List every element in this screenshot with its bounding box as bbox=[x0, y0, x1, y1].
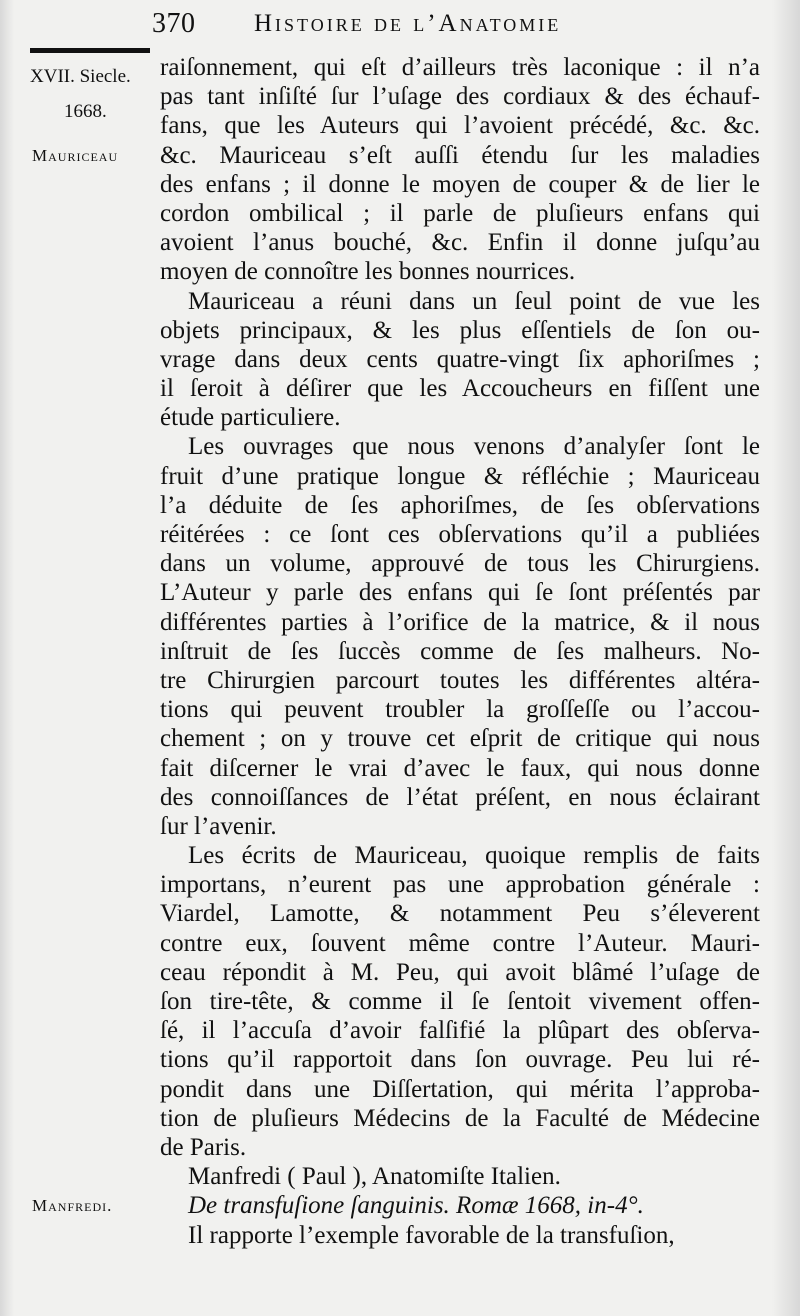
text-line: des enfans ; il donne le moyen de couper & de lier le bbox=[160, 170, 760, 198]
page-edge-shadow bbox=[772, 0, 800, 1316]
text-line: ſur l’avenir. bbox=[160, 812, 277, 840]
text-line: L’Auteur y parle des enfans qui ſe ſont préſentés par bbox=[160, 579, 760, 607]
text-line: Mauriceau a réuni dans un ſeul point de vue les bbox=[188, 287, 760, 315]
margin-note-mauriceau: Mauriceau bbox=[32, 146, 119, 165]
paragraph bbox=[160, 287, 760, 433]
text-line: fans, que les Auteurs qui l’avoient précédé, &c. &c. bbox=[160, 112, 760, 140]
text-line: vrage dans deux cents quatre-vingt ſix aphoriſmes ; bbox=[160, 345, 760, 373]
margin-note-manfredi: Manfredi. bbox=[32, 1196, 113, 1215]
text-line: il ſeroit à déſirer que les Accoucheurs en fiſſent une bbox=[160, 375, 760, 403]
text-line: moyen de connoître les bonnes nourrices. bbox=[160, 258, 576, 286]
text-line: ſon tire-tête, & comme il ſe ſentoit vivement offen- bbox=[160, 988, 760, 1015]
text-line: chement ; on y trouve cet eſprit de critique qui nous bbox=[160, 725, 760, 753]
paragraph bbox=[160, 841, 760, 1162]
text-line: étude particuliere. bbox=[160, 404, 341, 432]
text-line: contre eux, ſouvent même contre l’Auteur. Mauri- bbox=[160, 929, 760, 957]
text-line: des connoiſſances de l’état préſent, en nous éclairant bbox=[160, 783, 760, 811]
book-citation bbox=[160, 1191, 760, 1220]
text-line: fait diſcerner le vrai d’avec le faux, qui nous donne bbox=[160, 754, 760, 782]
text-line: raiſonnement, qui eſt d’ailleurs très laconique : il n’a bbox=[160, 54, 760, 81]
text-line: ſé, il l’accuſa d’avoir falſifié la plûpart des obſerva- bbox=[160, 1017, 760, 1045]
text-line: tre Chirurgien parcourt toutes les différentes altéra- bbox=[160, 666, 760, 694]
text-line: objets principaux, & les plus eſſentiels de ſon ou- bbox=[160, 316, 760, 344]
paragraph bbox=[160, 53, 760, 287]
text-line: Les écrits de Mauriceau, quoique remplis de faits bbox=[188, 842, 760, 870]
margin-note-year: 1668. bbox=[64, 101, 107, 122]
body-text-column bbox=[160, 53, 760, 1250]
text-line: ceau répondit à M. Peu, qui avoit blâmé l’uſage de bbox=[160, 958, 760, 986]
text-line: pas tant inſiſté ſur l’uſage des cordiaux & des échauf- bbox=[160, 83, 760, 111]
text-line: Il rapporte l’exemple favorable de la transfuſion, bbox=[188, 1221, 675, 1249]
page-number: 370 bbox=[152, 8, 196, 39]
margin-notes bbox=[0, 0, 160, 1316]
margin-note-century: XVII. Siecle. bbox=[30, 66, 131, 87]
text-line: Manfredi ( Paul ), Anatomiſte Italien. bbox=[188, 1163, 561, 1191]
citation-line: De transfuſione ſanguinis. Romæ 1668, in-4°. bbox=[188, 1192, 644, 1220]
text-line: cordon ombilical ; il parle de pluſieurs enfans qui bbox=[160, 199, 760, 227]
running-title: Histoire de l’Anatomie bbox=[254, 10, 562, 37]
text-line: de Paris. bbox=[160, 1133, 247, 1161]
text-line: Viardel, Lamotte, & notamment Peu s’éleverent bbox=[160, 900, 760, 928]
text-line: réitérées : ce ſont ces obſervations qu’il a publiées bbox=[160, 521, 760, 548]
text-line: &c. Mauriceau s’eſt auſſi étendu ſur les maladies bbox=[160, 141, 760, 169]
text-line: importans, n’eurent pas une approbation générale : bbox=[160, 871, 760, 899]
text-line: avoient l’anus bouché, &c. Enfin il donne juſqu’au bbox=[160, 229, 760, 257]
text-line: inſtruit de ſes ſuccès comme de ſes malheurs. No- bbox=[160, 637, 760, 665]
paragraph bbox=[160, 1221, 760, 1250]
text-line: l’a déduite de ſes aphoriſmes, de ſes obſervations bbox=[160, 491, 760, 519]
entry-heading bbox=[160, 1162, 760, 1191]
paragraph bbox=[160, 432, 760, 841]
text-line: tions qu’il rapportoit dans ſon ouvrage. Peu lui ré- bbox=[160, 1046, 760, 1074]
text-line: tions qui peuvent troubler la groſſeſſe ou l’accou- bbox=[160, 696, 760, 724]
text-line: fruit d’une pratique longue & réfléchie ; Mauriceau bbox=[160, 462, 760, 490]
text-line: dans un volume, approuvé de tous les Chirurgiens. bbox=[160, 550, 760, 578]
text-line: pondit dans une Diſſertation, qui mérita l’approba- bbox=[160, 1075, 760, 1103]
text-line: tion de pluſieurs Médecins de la Faculté de Médecine bbox=[160, 1104, 760, 1132]
text-line: Les ouvrages que nous venons d’analyſer ſont le bbox=[188, 433, 760, 461]
text-line: différentes parties à l’orifice de la matrice, & il nous bbox=[160, 608, 760, 636]
